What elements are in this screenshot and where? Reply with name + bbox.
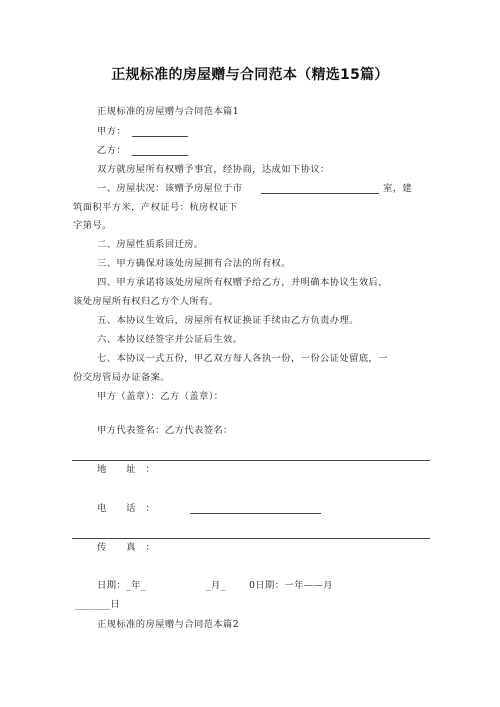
party-a-blank [132, 136, 188, 137]
divider-top [72, 460, 430, 461]
date-part-a: 日期：_年_ [97, 580, 146, 591]
clause-7-part-a: 七、本协议一式五份，甲乙双方每人各执一份，一份公证处留底，一 [97, 353, 388, 364]
divider-middle [72, 538, 430, 539]
clause-1-part-d: 字第号。 [73, 220, 112, 231]
intro-text: 双方就房屋所有权赠予事宜，经协商，达成如下协议： [97, 164, 330, 175]
fax-label: 传 真 ： [97, 542, 156, 553]
clause-4-part-b: 该处房屋所有权归乙方个人所有。 [73, 296, 219, 307]
address-blank [261, 193, 379, 194]
section-heading-1: 正规标准的房屋赠与合同范本篇1 [97, 106, 240, 117]
address-label: 地 址 ： [97, 464, 156, 475]
document-title: 正规标准的房屋赠与合同范本（精选15篇） [111, 67, 389, 83]
clause-6: 六、本协议经签字并公证后生效。 [97, 334, 243, 345]
clause-4-part-a: 四、甲方承诺将该处房屋所有权赠予给乙方，并明确本协议生效后， [97, 277, 388, 288]
seal-line: 甲方（盖章）：乙方（盖章）： [97, 391, 224, 402]
party-b-blank [132, 155, 188, 156]
representative-line: 甲方代表签名：乙方代表签名： [97, 425, 233, 436]
clause-5: 五、本协议生效后，房屋所有权证换证手续由乙方负责办理。 [97, 315, 359, 326]
date-part-c: 0日期：一年——月 [249, 580, 333, 591]
date-part-d: _______日 [75, 599, 121, 610]
party-a-label: 甲方： [97, 126, 127, 137]
section-heading-2: 正规标准的房屋赠与合同范本篇2 [97, 619, 240, 630]
date-part-b: _月_ [206, 580, 226, 591]
clause-3: 三、甲方确保对该处房屋拥有合法的所有权。 [97, 258, 291, 269]
phone-blank [190, 513, 321, 514]
clause-2: 二、房屋性质系回迁房。 [97, 239, 204, 250]
clause-1-part-a: 一、房屋状况：该赠予房屋位于市 [97, 183, 243, 194]
clause-1-part-c: 筑面积平方米，产权证号：杭房权证下 [73, 202, 238, 213]
party-b-label: 乙方： [97, 145, 127, 156]
clause-1-part-b: 室，建 [383, 183, 413, 194]
phone-label: 电 话 ： [97, 503, 156, 514]
clause-7-part-b: 份交房管局办证备案。 [73, 372, 170, 383]
